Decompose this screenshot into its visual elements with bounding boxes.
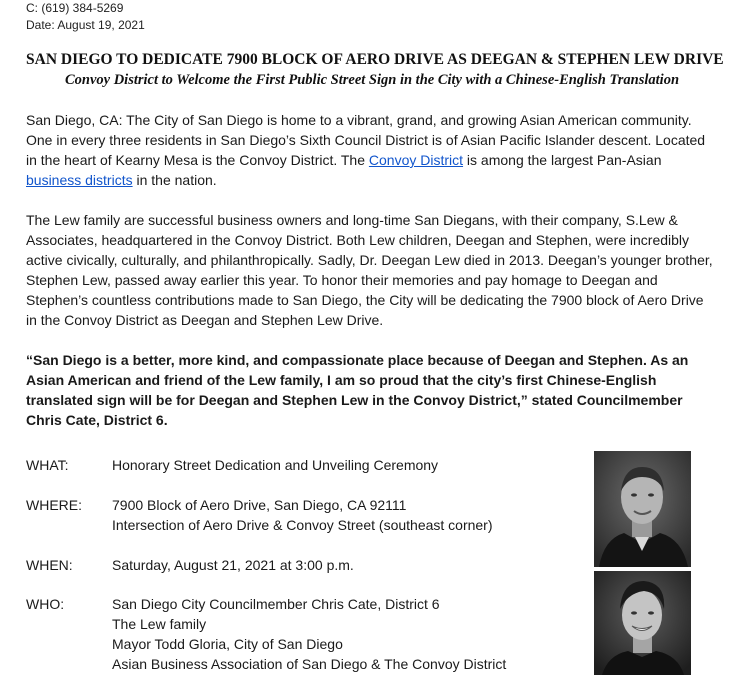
where-line-1: 7900 Block of Aero Drive, San Diego, CA 92111	[112, 497, 407, 513]
who-label: WHO:	[26, 596, 65, 612]
intro-text-1: San Diego, CA: The City of San Diego is home to a vibrant, grand, and growing Asian American community. One in every three residents in San Diego’s Sixth Council District is of Asian Pacific Islander descent. Located in the heart of Kearny Mesa is the Convoy District. The	[26, 112, 706, 168]
subheadline: Convoy District to Welcome the First Public Street Sign in the City with a Chinese-English Translation	[64, 72, 680, 88]
who-line: The Lew family	[112, 616, 207, 632]
press-release	[26, 0, 724, 672]
paragraph-intro	[26, 110, 718, 190]
portrait-image	[594, 451, 691, 567]
intro-text-3: in the nation.	[132, 172, 217, 188]
headline: SAN DIEGO TO DEDICATE 7900 BLOCK OF AERO DRIVE AS DEEGAN & STEPHEN LEW DRIVE	[26, 51, 724, 68]
who-value	[112, 594, 506, 674]
when-value: Saturday, August 21, 2021 at 3:00 p.m.	[112, 557, 354, 573]
portrait-photo-stephen	[594, 571, 691, 675]
business-districts-link[interactable]: business districts	[26, 172, 133, 188]
who-line: Mayor Todd Gloria, City of San Diego	[112, 636, 343, 652]
paragraph-lew-family: The Lew family are successful business owners and long-time San Diegans, with their company, S.Lew & Associates, headquartered in the Convoy District. Both Lew children, Deegan and Stephen, were incredibly active civically, culturally, and philanthropically. Sadly, Dr. Deegan Lew died in 2013. Deegan’s younger brother, Stephen Lew, passed away earlier this year. To honor their memories and pay homage to Deegan and Stephen’s countless contributions made to San Diego, the City will be dedicating the 7900 block of Aero Drive in the Convoy District as Deegan and Stephen Lew Drive.	[26, 212, 713, 328]
who-line: San Diego City Councilmember Chris Cate, District 6	[112, 596, 440, 612]
where-line-2: Intersection of Aero Drive & Convoy Street (southeast corner)	[112, 517, 493, 533]
portrait-image	[594, 571, 691, 675]
intro-text-2: is among the largest Pan-Asian	[463, 152, 662, 168]
where-value	[112, 495, 493, 535]
contact-phone: C: (619) 384-5269	[26, 1, 124, 15]
what-label: WHAT:	[26, 457, 69, 473]
portrait-photo-deegan	[594, 451, 691, 567]
when-label: WHEN:	[26, 557, 73, 573]
contact-block	[26, 0, 718, 34]
who-line: Asian Business Association of San Diego & The Convoy District	[112, 656, 507, 672]
what-value: Honorary Street Dedication and Unveiling Ceremony	[112, 457, 439, 473]
convoy-district-link[interactable]: Convoy District	[368, 152, 464, 168]
where-label: WHERE:	[26, 497, 82, 513]
councilmember-quote: “San Diego is a better, more kind, and compassionate place because of Deegan and Stephen. As an Asian American and friend of the Lew family, I am so proud that the city’s first Chinese-English translated sign will be for Deegan and Stephen Lew in the Convoy District,” stated Councilmember Chris Cate, District 6.	[26, 352, 689, 428]
release-date: Date: August 19, 2021	[26, 18, 145, 32]
